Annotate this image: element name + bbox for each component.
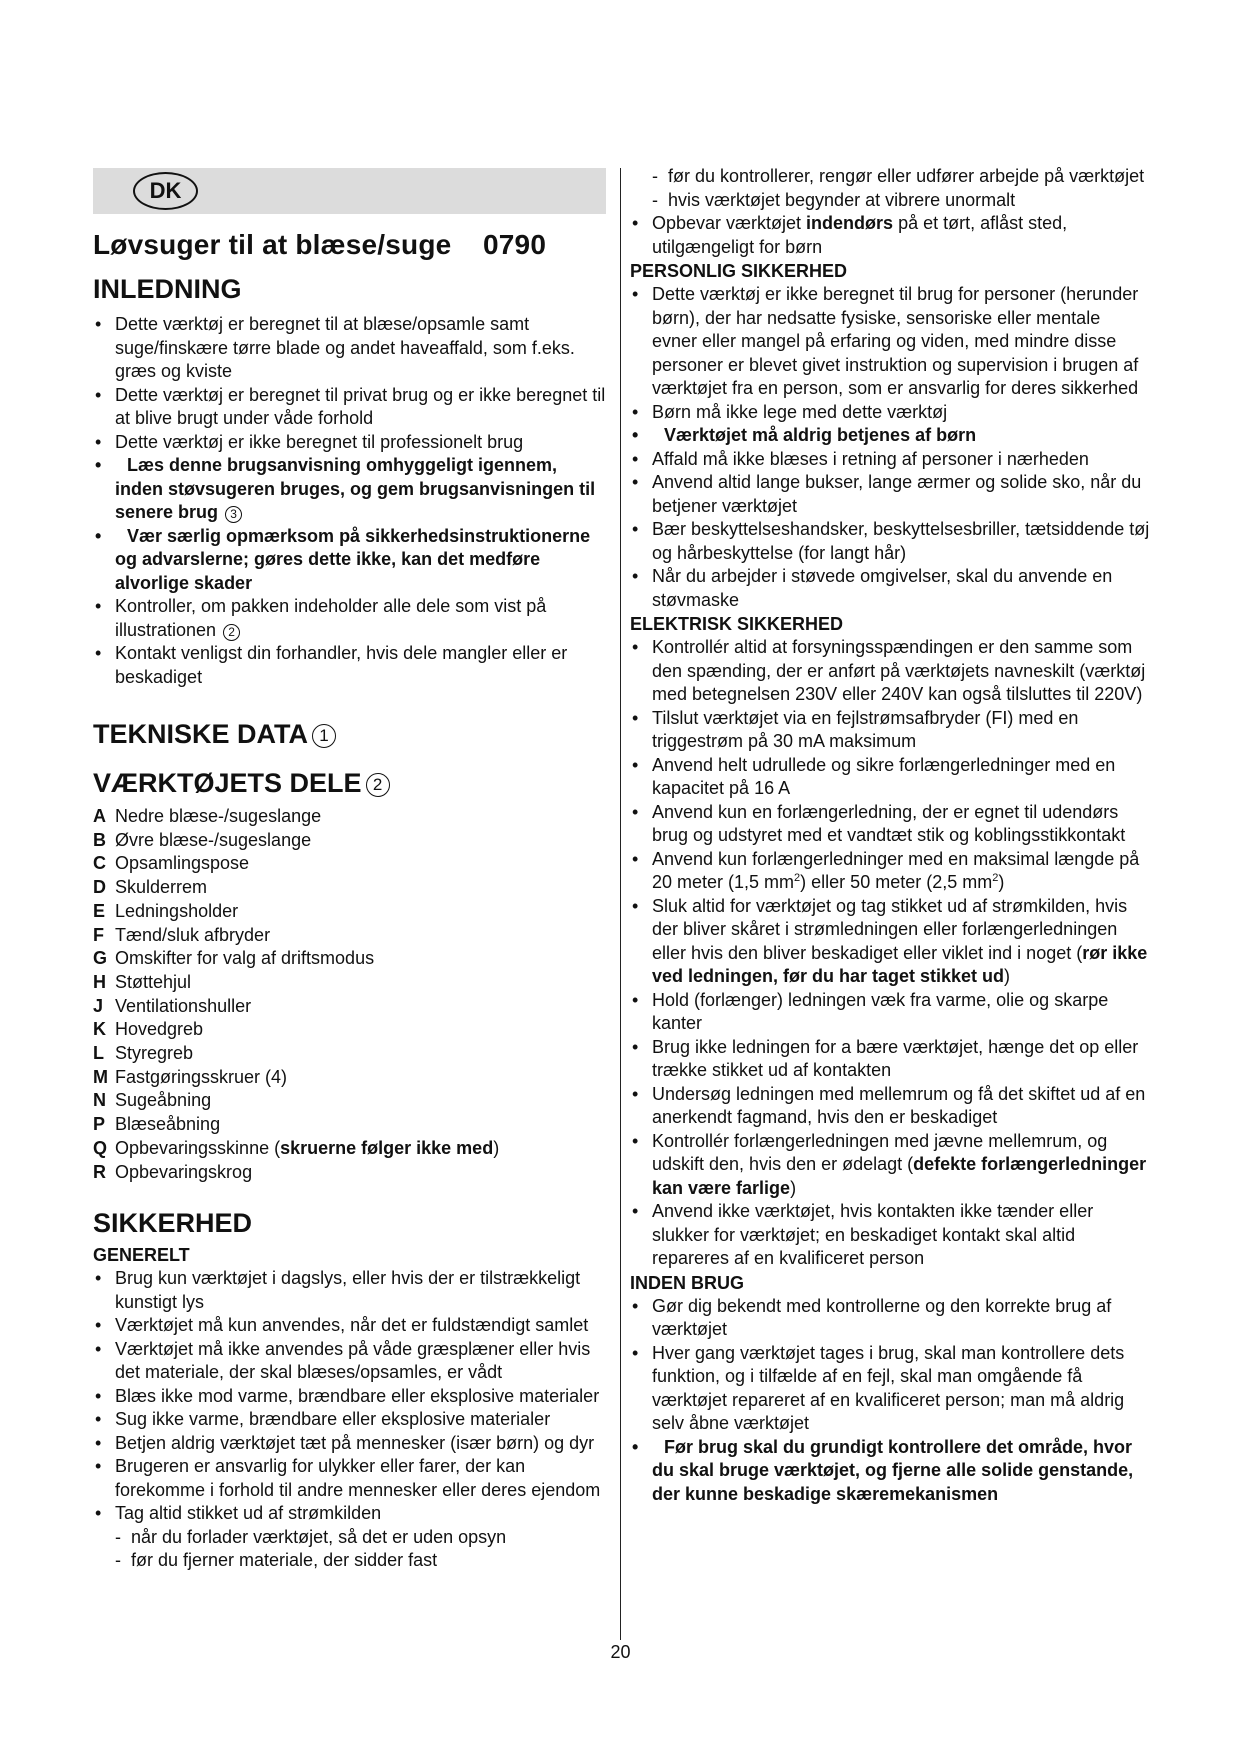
dele-heading: VÆRKTØJETS DELE 2 xyxy=(93,768,609,799)
unplug-dash-list-cont xyxy=(630,165,1150,212)
ref-circle: 2 xyxy=(223,624,240,641)
ref-circle: 2 xyxy=(366,773,390,797)
part-item: A Nedre blæse-/sugeslange xyxy=(93,806,322,826)
list-item: • Kontrollér altid at forsyningsspændingen er den samme som den spænding, der er anført på værktøjets navneskilt (værktøj med betegnelsen 230V eller 240V kan også tilsluttes til 220V) xyxy=(630,636,1150,707)
list-item-bold: • Værktøjet må aldrig betjenes af børn xyxy=(630,424,1150,448)
part-item: E Ledningsholder xyxy=(93,900,239,921)
product-name: Løvsuger til at blæse/suge xyxy=(93,229,452,260)
part-item: C Opsamlingspose xyxy=(93,853,250,874)
part-item: G Omskifter for valg af driftsmodus xyxy=(93,948,375,969)
personlig-list xyxy=(630,283,1150,612)
dash-item: - hvis værktøjet begynder at vibrere unormalt xyxy=(630,189,1150,213)
list-item: • Sluk altid for værktøjet og tag stikket ud af strømkilden, hvis der bliver skåret i strømledningen eller forlængerledningen eller hvis den bliver beskadiget eller viklet ind i noget (rør ikke ved ledningen, før du har taget stikket ud) xyxy=(630,895,1150,989)
list-item: • Sug ikke varme, brændbare eller eksplosive materialer xyxy=(93,1408,609,1432)
list-item: • Blæs ikke mod varme, brændbare eller eksplosive materialer xyxy=(93,1385,609,1409)
generelt-list xyxy=(93,1267,609,1526)
list-item: • Bær beskyttelseshandsker, beskyttelsesbriller, tætsiddende tøj og hårbeskyttelse (for langt hår) xyxy=(630,518,1150,565)
list-item: • Værktøjet må ikke anvendes på våde græsplæner eller hvis det materiale, der skal blæses/opsamles, er vådt xyxy=(93,1338,609,1385)
list-item: • Dette værktøj er ikke beregnet til professionelt brug xyxy=(93,431,609,455)
part-item: P Blæseåbning xyxy=(93,1114,221,1135)
tekniske-heading: TEKNISKE DATA 1 xyxy=(93,719,609,750)
inden-brug-list xyxy=(630,1295,1150,1507)
list-item-bold: • Før brug skal du grundigt kontrollere det område, hvor du skal bruge værktøjet, og fjerne alle solide genstande, der kunne beskadige skæremekanismen xyxy=(630,1436,1150,1507)
list-item: • Anvend ikke værktøjet, hvis kontakten ikke tænder eller slukker for værktøjet; en beskadiget kontakt skal altid repareres af en kvalificeret person xyxy=(630,1200,1150,1271)
list-item-bold: • Vær særlig opmærksom på sikkerhedsinstruktionerne og advarslerne; gøres dette ikke, kan det medføre alvorlige skader xyxy=(93,525,609,596)
sikkerhed-heading: SIKKERHED xyxy=(93,1208,253,1239)
dash-item: - før du fjerner materiale, der sidder fast xyxy=(93,1549,609,1573)
list-item: • Opbevar værktøjet indendørs på et tørt, aflåst sted, utilgængeligt for børn xyxy=(630,212,1150,259)
inledning-heading: INLEDNING xyxy=(93,274,242,304)
ref-circle: 1 xyxy=(312,724,336,748)
list-item: • Brugeren er ansvarlig for ulykker eller farer, der kan forekomme i forhold til andre mennesker eller deres ejendom xyxy=(93,1455,609,1502)
personlig-heading: PERSONLIG SIKKERHED xyxy=(630,261,848,281)
part-item: F Tænd/sluk afbryder xyxy=(93,924,271,945)
part-item: B Øvre blæse-/sugeslange xyxy=(93,829,312,850)
elektrisk-list xyxy=(630,636,1150,1271)
model-number: 0790 xyxy=(483,229,547,260)
elektrisk-heading: ELEKTRISK SIKKERHED xyxy=(630,614,844,634)
inledning-list xyxy=(93,313,609,689)
list-item: • Når du arbejder i støvede omgivelser, skal du anvende en støvmaske xyxy=(630,565,1150,612)
list-item: • Børn må ikke lege med dette værktøj xyxy=(630,401,1150,425)
language-bar xyxy=(93,168,606,214)
part-item: J Ventilationshuller xyxy=(93,995,252,1016)
page-number: 20 xyxy=(610,1642,631,1662)
list-item: • Anvend altid lange bukser, lange ærmer og solide sko, når du betjener værktøjet xyxy=(630,471,1150,518)
inden-brug-heading: INDEN BRUG xyxy=(630,1272,745,1293)
part-item: L Styregreb xyxy=(93,1043,194,1064)
list-item: • Tag altid stikket ud af strømkilden xyxy=(93,1502,609,1526)
list-item-bold: • Læs denne brugsanvisning omhyggeligt igennem, inden støvsugeren bruges, og gem brugsanvisningen til senere brug 3 xyxy=(93,454,609,525)
parts-list xyxy=(93,805,609,1184)
list-item: • Dette værktøj er ikke beregnet til brug for personer (herunder børn), der har nedsatte fysiske, sensoriske eller mentale evner eller mangel på erfaring og viden, med mindre disse personer er blevet givet instruktion og supervision i brugen af værktøjet fra en person, som er ansvarlig for deres sikkerhed xyxy=(630,283,1150,401)
part-item: Q Opbevaringsskinne (skruerne følger ikke med) xyxy=(93,1137,500,1158)
unplug-dash-list xyxy=(93,1526,609,1573)
list-item: • Anvend kun en forlængerledning, der er egnet til udendørs brug og udstyret med et vandtæt stik og koblingsstikkontakt xyxy=(630,801,1150,848)
ref-circle: 3 xyxy=(225,506,242,523)
list-item: • Affald må ikke blæses i retning af personer i nærheden xyxy=(630,448,1150,472)
list-item: • Kontrollér forlængerledningen med jævne mellemrum, og udskift den, hvis den er ødelagt (defekte forlængerledninger kan være farlige) xyxy=(630,1130,1150,1201)
list-item: • Brug ikke ledningen for a bære værktøjet, hænge det op eller trække stikket ud af kontakten xyxy=(630,1036,1150,1083)
dash-item: - når du forlader værktøjet, så det er uden opsyn xyxy=(93,1526,609,1550)
list-item: • Anvend helt udrullede og sikre forlængerledninger med en kapacitet på 16 A xyxy=(630,754,1150,801)
part-item: R Opbevaringskrog xyxy=(93,1161,253,1182)
list-item: • Brug kun værktøjet i dagslys, eller hvis der er tilstrækkeligt kunstigt lys xyxy=(93,1267,609,1314)
part-item: N Sugeåbning xyxy=(93,1090,212,1111)
list-item: • Hold (forlænger) ledningen væk fra varme, olie og skarpe kanter xyxy=(630,989,1150,1036)
part-item: K Hovedgreb xyxy=(93,1019,204,1040)
list-item: • Undersøg ledningen med mellemrum og få det skiftet ud af en anerkendt fagmand, hvis den er beskadiget xyxy=(630,1083,1150,1130)
generelt-heading: GENERELT xyxy=(93,1245,190,1266)
part-item: M Fastgøringsskruer (4) xyxy=(93,1066,288,1087)
part-item: D Skulderrem xyxy=(93,877,208,898)
dash-item: - før du kontrollerer, rengør eller udfører arbejde på værktøjet xyxy=(630,165,1150,189)
product-title xyxy=(93,229,547,261)
list-item: • Værktøjet må kun anvendes, når det er fuldstændigt samlet xyxy=(93,1314,609,1338)
list-item: • Tilslut værktøjet via en fejlstrømsafbryder (FI) med en triggestrøm på 30 mA maksimum xyxy=(630,707,1150,754)
list-item: • Kontakt venligst din forhandler, hvis dele mangler eller er beskadiget xyxy=(93,642,609,689)
left-column xyxy=(93,274,609,1573)
list-item: • Kontroller, om pakken indeholder alle dele som vist på illustrationen 2 xyxy=(93,595,609,642)
column-divider xyxy=(620,168,621,1640)
list-item: • Hver gang værktøjet tages i brug, skal man kontrollere dets funktion, og i tilfælde af en fejl, skal man omgående få værktøjet repareret af en kvalificeret person; man må aldrig selv åbne værktøjet xyxy=(630,1342,1150,1436)
store-list xyxy=(630,212,1150,259)
language-badge: DK xyxy=(133,172,198,210)
list-item: • Dette værktøj er beregnet til privat brug og er ikke beregnet til at blive brugt under våde forhold xyxy=(93,384,609,431)
list-item: • Betjen aldrig værktøjet tæt på mennesker (især børn) og dyr xyxy=(93,1432,609,1456)
part-item: H Støttehjul xyxy=(93,971,192,992)
list-item: • Gør dig bekendt med kontrollerne og den korrekte brug af værktøjet xyxy=(630,1295,1150,1342)
list-item: • Anvend kun forlængerledninger med en maksimal længde på 20 meter (1,5 $mm^2$) eller 50 meter (2,5 $mm^2$) xyxy=(630,848,1150,895)
list-item: • Dette værktøj er beregnet til at blæse/opsamle samt suge/finskære tørre blade og andet haveaffald, som f.eks. græs og kviste xyxy=(93,313,609,384)
right-column xyxy=(630,165,1150,1506)
